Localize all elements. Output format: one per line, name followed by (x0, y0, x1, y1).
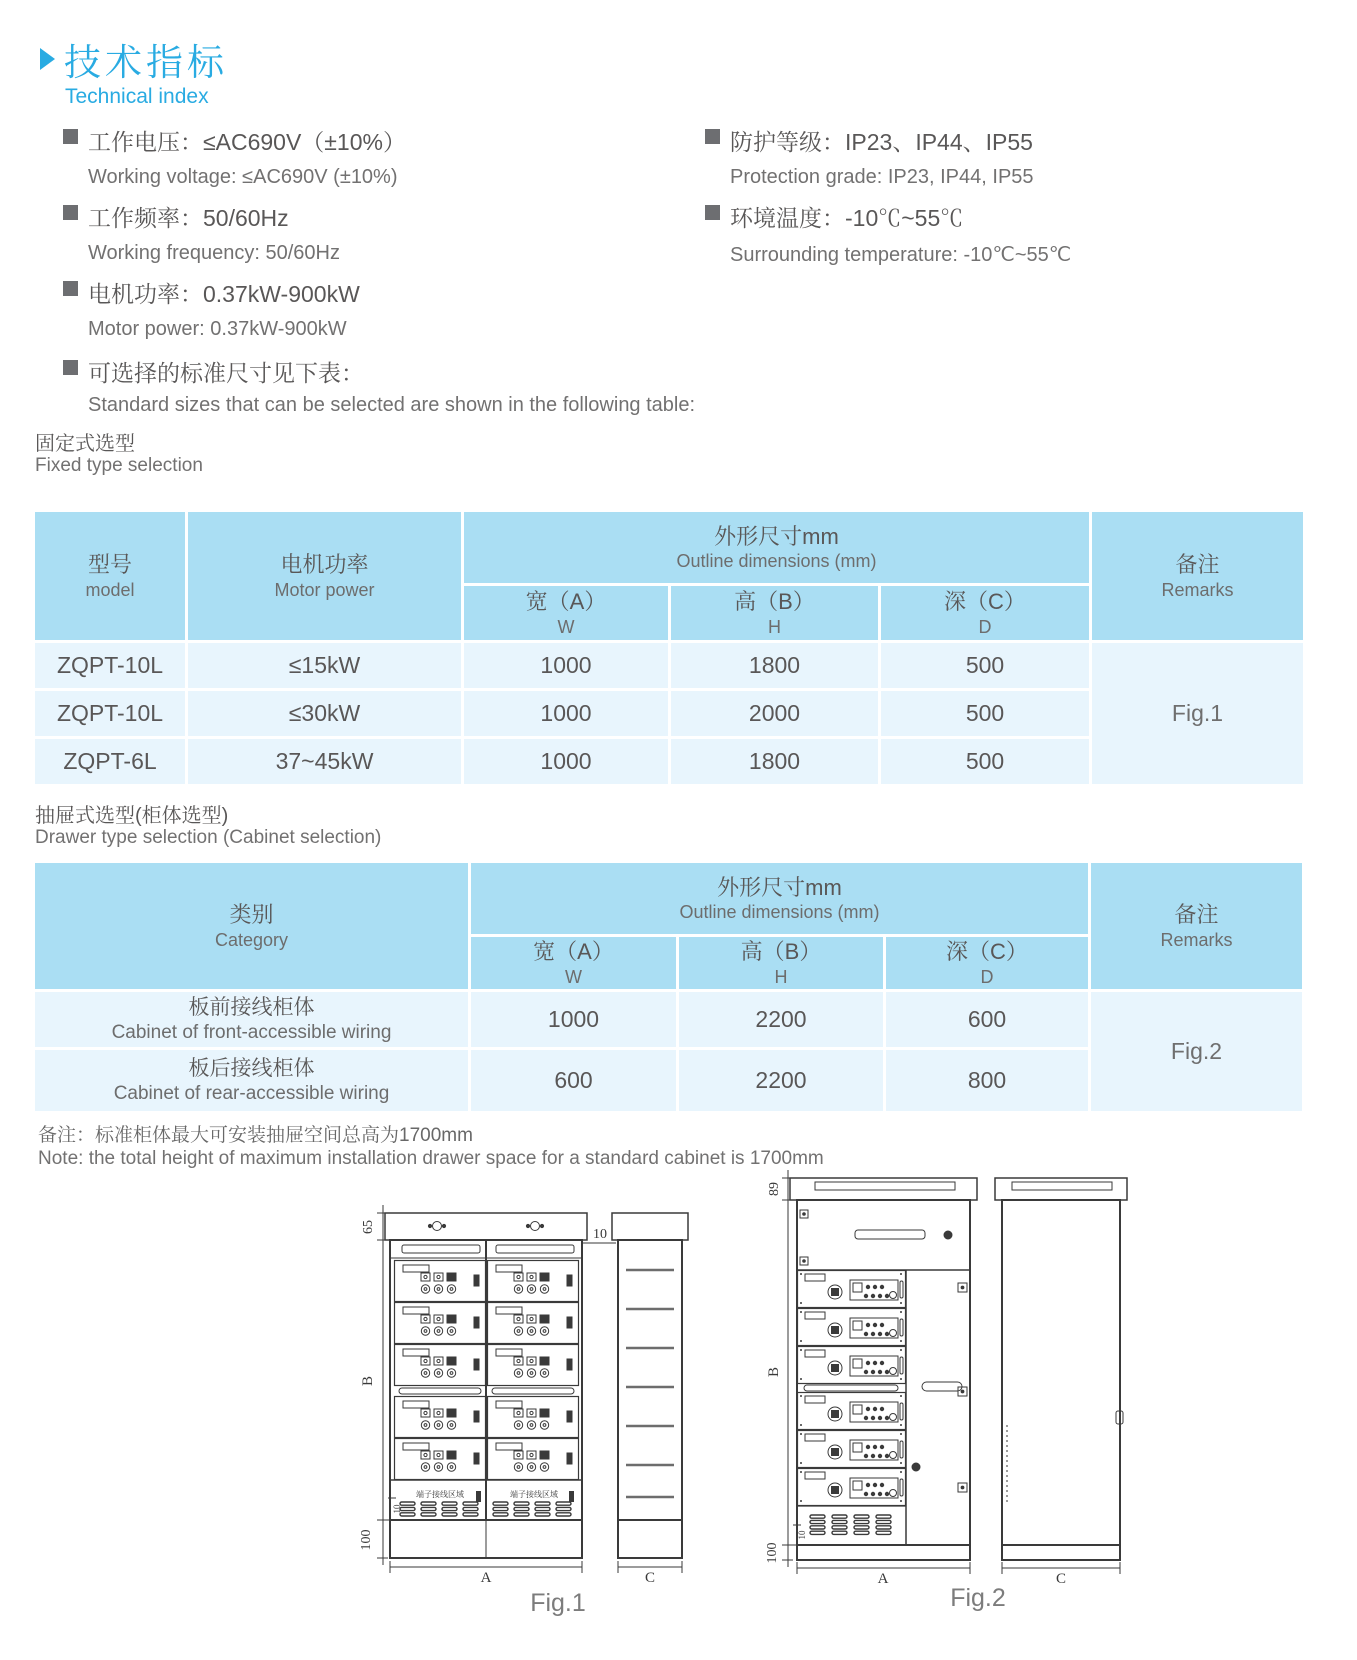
header-zh: 类别 (229, 902, 274, 927)
table-cell (35, 643, 185, 688)
spec-zh: 电机功率：0.37kW-900kW (88, 281, 360, 307)
header-zh: 深（C） (944, 589, 1026, 614)
header-zh: 型号 (87, 552, 132, 577)
fig2-dim-a: A (877, 1571, 889, 1587)
fig2-side-view (995, 1178, 1127, 1560)
table-cell (679, 1050, 883, 1111)
table-cell (881, 691, 1089, 736)
fig1-dim-10-bottom: 10 (392, 1504, 402, 1514)
header-en: Outline dimensions (mm) (676, 551, 877, 571)
spec-zh: 工作频率：50/60Hz (88, 205, 289, 231)
height-value: 1800 (748, 652, 801, 679)
section2-title-zh: 抽屉式选型(柜体选型) (35, 805, 229, 827)
col-header-height (679, 937, 883, 989)
fig2-dim-89: 89 (767, 1182, 782, 1196)
table-cell (881, 739, 1089, 784)
header-zh: 电机功率 (280, 552, 369, 577)
remarks-cell (1091, 992, 1302, 1111)
col-header-model (35, 512, 185, 640)
spec-en: Working frequency: 50/60Hz (88, 242, 340, 264)
col-header-depth (886, 937, 1088, 989)
bullet-square-icon (705, 205, 720, 220)
remarks-cell (1092, 643, 1303, 784)
spec-zh: 防护等级：IP23、IP44、IP55 (730, 129, 1033, 155)
table-cell (471, 1050, 676, 1111)
spec-working-voltage (63, 124, 406, 157)
category-en: Cabinet of front-accessible wiring (111, 1021, 392, 1043)
spec-zh: 可选择的标准尺寸见下表： (88, 360, 364, 386)
depth-value: 800 (967, 1067, 1007, 1094)
col-header-category (35, 863, 468, 989)
remarks-value: Fig.1 (1171, 700, 1224, 727)
col-header-remarks (1092, 512, 1303, 640)
spec-en: Standard sizes that can be selected are shown in the following table: (88, 394, 696, 416)
fig1-dim-10-top: 10 (593, 1227, 607, 1242)
col-header-motor-power (188, 512, 461, 640)
note-zh: 备注：标准柜体最大可安装抽屉空间总高为1700mm (38, 1125, 473, 1146)
fig2-dim-10: 10 (797, 1530, 807, 1540)
spec-ambient-temperature (705, 200, 963, 233)
table-cell (671, 739, 878, 784)
section2-title-en: Drawer type selection (Cabinet selection) (35, 827, 382, 848)
category-zh: 板前接线柜体 (188, 995, 315, 1019)
bullet-square-icon (63, 129, 78, 144)
spec-motor-power (63, 276, 360, 309)
col-header-depth (881, 586, 1089, 640)
category-cell (35, 1050, 468, 1111)
header-en: D (978, 616, 992, 637)
figure-1-drawing (330, 1195, 700, 1620)
header-zh: 备注 (1174, 902, 1219, 927)
table-cell (464, 691, 668, 736)
col-header-outline-dimensions (464, 512, 1089, 583)
fig1-side-view (612, 1213, 688, 1558)
col-header-width (471, 937, 676, 989)
height-value: 2200 (755, 1067, 807, 1094)
width-value: 1000 (540, 748, 592, 775)
fig1-dim-b: B (360, 1375, 376, 1387)
table-cell (188, 739, 461, 784)
fig2-drawer-modules (798, 1271, 906, 1535)
header-zh: 外形尺寸mm (717, 874, 842, 900)
height-value: 1800 (748, 748, 801, 775)
table-cell (35, 691, 185, 736)
table-cell (188, 691, 461, 736)
model-value: ZQPT-6L (63, 748, 157, 775)
header-zh: 高（B） (734, 589, 815, 614)
header-zh: 深（C） (946, 939, 1028, 964)
col-header-outline-dimensions (471, 863, 1088, 934)
header-zh: 宽（A） (533, 939, 614, 964)
table-cell (881, 643, 1089, 688)
section1-title-zh: 固定式选型 (35, 433, 135, 455)
table-cell (35, 739, 185, 784)
depth-value: 600 (967, 1006, 1007, 1033)
table-cell (464, 643, 668, 688)
bullet-square-icon (63, 205, 78, 220)
header-en: W (565, 966, 582, 987)
header-zh: 备注 (1175, 552, 1220, 577)
header-en: Outline dimensions (mm) (679, 902, 880, 922)
spec-en: Protection grade: IP23, IP44, IP55 (730, 166, 1034, 188)
header-zh: 宽（A） (525, 589, 607, 614)
header-en: H (774, 966, 788, 987)
spec-working-frequency (63, 200, 289, 233)
table-cell (671, 691, 878, 736)
spec-zh: 工作电压：≤AC690V（±10%） (88, 129, 406, 155)
power-value: 37~45kW (275, 748, 374, 775)
table-cell (679, 992, 883, 1047)
spec-en: Surrounding temperature: -10℃~55℃ (730, 244, 1072, 266)
remarks-value: Fig.2 (1170, 1038, 1223, 1065)
category-zh: 板后接线柜体 (188, 1056, 315, 1080)
width-value: 1000 (540, 700, 592, 727)
bullet-square-icon (63, 360, 78, 375)
fig2-dim-100: 100 (765, 1542, 780, 1564)
depth-value: 500 (965, 700, 1005, 727)
header-en: Remarks (1161, 579, 1234, 600)
header-en: D (980, 966, 994, 987)
model-value: ZQPT-10L (56, 652, 164, 679)
category-en: Cabinet of rear-accessible wiring (113, 1082, 390, 1104)
figure-2-drawing (730, 1165, 1150, 1615)
header-en: model (85, 579, 135, 600)
drawer-type-table (35, 863, 1302, 1111)
col-header-width (464, 586, 668, 640)
note-en: Note: the total height of maximum installation drawer space for a standard cabinet is 1700mm (38, 1148, 824, 1169)
table-cell (671, 643, 878, 688)
page-subtitle: Technical index (65, 85, 209, 108)
table-cell (188, 643, 461, 688)
header-en: W (557, 616, 575, 637)
fig2-caption: Fig.2 (950, 1584, 1006, 1612)
power-value: ≤15kW (288, 652, 361, 679)
bullet-square-icon (705, 129, 720, 144)
fig2-dim-b: B (766, 1366, 782, 1378)
header-en: H (768, 616, 781, 637)
spec-protection-grade (705, 124, 1033, 157)
bullet-square-icon (63, 281, 78, 296)
section1-title-en: Fixed type selection (35, 455, 203, 476)
header-zh: 高（B） (740, 939, 822, 964)
title-arrow-icon (40, 48, 55, 70)
terminal-label: 端子接线区域 (510, 1490, 558, 1499)
col-header-remarks (1091, 863, 1302, 989)
table-cell (464, 739, 668, 784)
depth-value: 500 (965, 748, 1005, 775)
header-zh: 外形尺寸mm (714, 523, 839, 549)
fig1-dim-65: 65 (361, 1220, 376, 1234)
col-header-height (671, 586, 878, 640)
width-value: 600 (554, 1067, 593, 1094)
table-cell (471, 992, 676, 1047)
fig2-dim-c: C (1055, 1571, 1067, 1587)
header-en: Motor power (274, 579, 375, 600)
fig1-dim-a: A (480, 1570, 492, 1586)
fixed-type-table (35, 512, 1303, 784)
fig1-dim-100: 100 (359, 1529, 374, 1551)
fig1-dim-c: C (644, 1570, 656, 1586)
fig1-caption: Fig.1 (530, 1589, 586, 1617)
depth-value: 500 (965, 652, 1005, 679)
table-cell (886, 992, 1088, 1047)
height-value: 2200 (755, 1006, 807, 1033)
header-en: Category (214, 929, 289, 950)
page-title: 技术指标 (64, 42, 228, 83)
spec-en: Motor power: 0.37kW-900kW (88, 318, 347, 340)
power-value: ≤30kW (288, 700, 361, 727)
height-value: 2000 (748, 700, 801, 727)
model-value: ZQPT-10L (56, 700, 164, 727)
category-cell (35, 992, 468, 1047)
fig2-front-view (790, 1178, 977, 1560)
terminal-label: 端子接线区域 (416, 1490, 464, 1499)
width-value: 1000 (547, 1006, 600, 1033)
table-cell (886, 1050, 1088, 1111)
spec-standard-sizes (63, 355, 364, 388)
spec-zh: 环境温度：-10℃~55℃ (730, 205, 964, 231)
width-value: 1000 (540, 652, 592, 679)
header-en: Remarks (1160, 929, 1233, 950)
spec-en: Working voltage: ≤AC690V (±10%) (88, 166, 398, 188)
